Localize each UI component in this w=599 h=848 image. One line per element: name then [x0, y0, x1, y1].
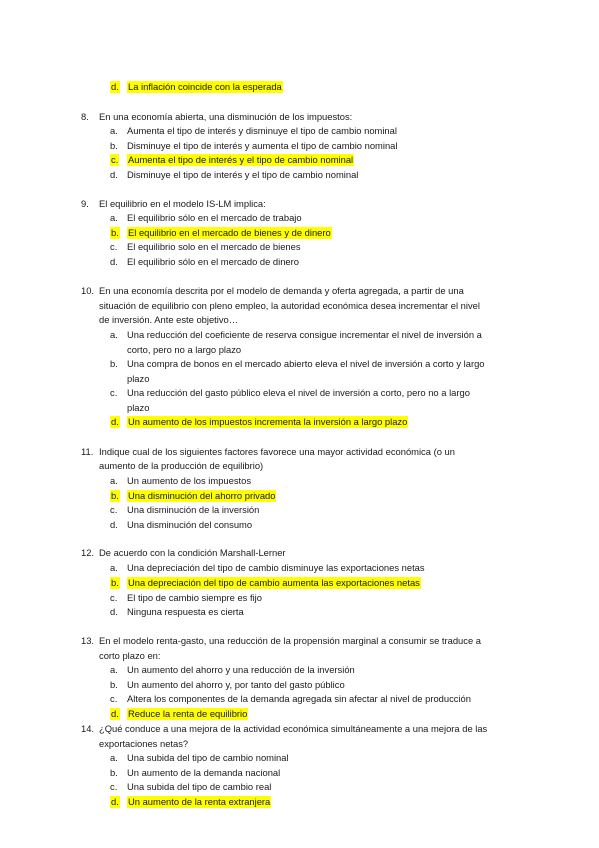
question-text: situación de equilibrio con pleno empleo, la autoridad económica desea incrementar el nivel [99, 300, 480, 311]
question-text: ¿Qué conduce a una mejora de la actividad económica simultáneamente a una mejora de las [99, 723, 488, 734]
option-letter: c. [110, 781, 118, 792]
question-number: 13. [81, 635, 95, 646]
option-letter: c. [111, 154, 119, 165]
option-letter: d. [110, 256, 118, 267]
option-letter: d. [110, 519, 118, 530]
option-letter: c. [110, 693, 118, 704]
option-text: Disminuye el tipo de interés y el tipo de cambio nominal [127, 169, 359, 180]
option-letter: b. [110, 679, 118, 690]
question-text: aumento de la producción de equilibrio) [99, 460, 264, 471]
option-text: El tipo de cambio siempre es fijo [127, 592, 262, 603]
option-letter: c. [110, 592, 118, 603]
question-text: En una economía abierta, una disminución de los impuestos: [99, 111, 353, 122]
question-text: corto plazo en: [99, 650, 161, 661]
option-text: Una disminución del ahorro privado [128, 490, 276, 501]
option-text: Aumenta el tipo de interés y el tipo de cambio nominal [128, 154, 354, 165]
option-text: Altera los componentes de la demanda agregada sin afectar al nivel de producción [127, 693, 471, 704]
option-letter: d. [110, 606, 118, 617]
option-text: El equilibrio solo en el mercado de bienes [127, 241, 301, 252]
question-text: exportaciones netas? [99, 738, 189, 749]
question-text: En una economía descrita por el modelo de demanda y oferta agregada, a partir de una [99, 285, 464, 296]
option-letter: c. [110, 504, 118, 515]
option-letter: d. [110, 169, 118, 180]
option-text: Un aumento de los impuestos incrementa la inversión a largo plazo [128, 416, 408, 427]
option-text: Un aumento de los impuestos [127, 475, 252, 486]
option-letter: d. [111, 708, 119, 719]
option-letter: b. [110, 358, 118, 369]
option-text: Una subida del tipo de cambio real [127, 781, 272, 792]
option-text: Un aumento de la renta extranjera [128, 796, 271, 807]
question-text: En el modelo renta-gasto, una reducción de la propensión marginal a consumir se traduce a [99, 635, 481, 646]
option-text: Una depreciación del tipo de cambio disminuye las exportaciones netas [127, 562, 425, 573]
option-text: Una depreciación del tipo de cambio aumenta las exportaciones netas [128, 577, 420, 588]
option-letter: a. [110, 125, 118, 136]
option-text: plazo [127, 373, 150, 384]
option-text: Aumenta el tipo de interés y disminuye el tipo de cambio nominal [127, 125, 397, 136]
option-text: Disminuye el tipo de interés y aumenta el tipo de cambio nominal [127, 140, 398, 151]
option-letter: a. [110, 664, 118, 675]
option-text: corto, pero no a largo plazo [127, 344, 242, 355]
option-text: plazo [127, 402, 150, 413]
question-number: 11. [81, 446, 94, 457]
option-text: El equilibrio en el mercado de bienes y de dinero [128, 227, 331, 238]
option-letter: b. [110, 140, 118, 151]
option-text: Un aumento de la demanda nacional [127, 767, 281, 778]
option-letter: b. [111, 227, 119, 238]
option-text: Una subida del tipo de cambio nominal [127, 752, 289, 763]
option-letter: d. [111, 81, 119, 92]
option-text: Una reducción del coeficiente de reserva consigue incrementar el nivel de inversión a [127, 329, 482, 340]
option-text: Una disminución del consumo [127, 519, 253, 530]
question-text: De acuerdo con la condición Marshall-Lerner [99, 547, 286, 558]
option-text: Reduce la renta de equilibrio [128, 708, 248, 719]
option-letter: a. [110, 475, 118, 486]
option-letter: a. [110, 562, 118, 573]
question-text: de inversión. Ante este objetivo… [99, 314, 239, 325]
question-number: 12. [81, 547, 95, 558]
option-text: El equilibrio sólo en el mercado de dinero [127, 256, 299, 267]
option-letter: c. [110, 387, 118, 398]
option-letter: a. [110, 752, 118, 763]
option-text: Un aumento del ahorro y una reducción de la inversión [127, 664, 355, 675]
question-number: 9. [81, 198, 89, 209]
option-text: Ninguna respuesta es cierta [127, 606, 244, 617]
option-letter: c. [110, 241, 118, 252]
option-text: La inflación coincide con la esperada [128, 81, 282, 92]
option-text: El equilibrio sólo en el mercado de trabajo [127, 212, 302, 223]
question-text: El equilibrio en el modelo IS-LM implica: [99, 198, 266, 209]
option-letter: a. [110, 329, 118, 340]
question-text: Indique cual de los siguientes factores favorece una mayor actividad económica (o un [99, 446, 455, 457]
option-letter: d. [111, 416, 119, 427]
option-text: Una compra de bonos en el mercado abierto eleva el nivel de inversión a corto y largo [127, 358, 485, 369]
option-text: Una reducción del gasto público eleva el nivel de inversión a corto, pero no a largo [127, 387, 470, 398]
option-letter: a. [110, 212, 118, 223]
option-text: Un aumento del ahorro y, por tanto del gasto público [127, 679, 345, 690]
option-letter: b. [111, 490, 119, 501]
option-text: Una disminución de la inversión [127, 504, 260, 515]
option-letter: d. [111, 796, 119, 807]
question-number: 14. [81, 723, 95, 734]
option-letter: b. [110, 767, 118, 778]
option-letter: b. [111, 577, 119, 588]
question-number: 8. [81, 111, 89, 122]
question-number: 10. [81, 285, 95, 296]
